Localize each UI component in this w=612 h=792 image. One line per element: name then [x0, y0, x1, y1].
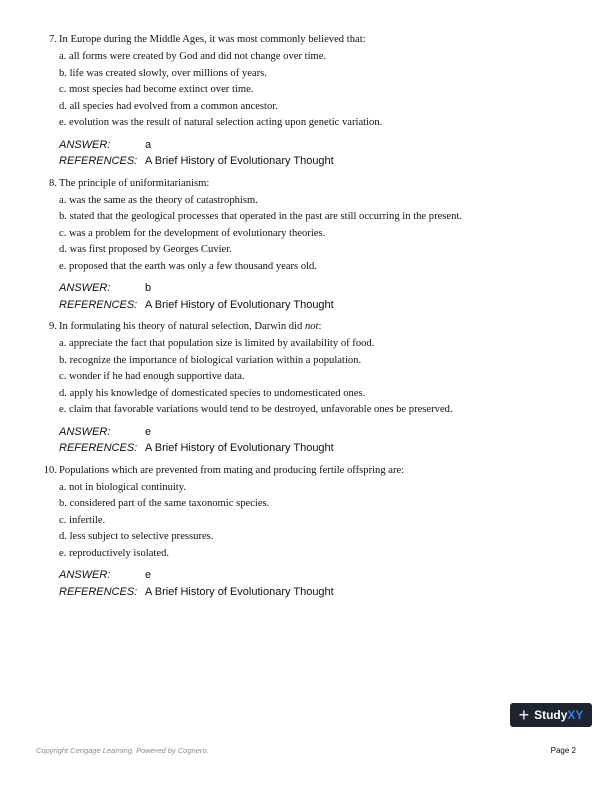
answer-label: ANSWER:	[59, 138, 111, 151]
question-text: In Europe during the Middle Ages, it was most commonly believed that:	[59, 34, 366, 45]
answer-label: ANSWER:	[59, 282, 111, 294]
question-text-emphasis: not	[304, 321, 319, 332]
question-list	[40, 33, 580, 600]
option-b: b. recognize the importance of biological variation within a population.	[59, 354, 362, 366]
option-c: c. most species had become extinct over time.	[59, 84, 254, 95]
plus-icon: +	[518, 705, 530, 725]
references-label: REFERENCES:	[59, 442, 138, 454]
option-e: e. proposed that the earth was only a few thousand years old.	[59, 260, 318, 272]
question-meta	[59, 280, 580, 313]
references-label: REFERENCES:	[59, 298, 138, 311]
references-label: REFERENCES:	[59, 155, 138, 167]
option-b: b. stated that the geological processes that operated in the past are still occurring in the present.	[59, 211, 463, 222]
question-10	[40, 464, 580, 601]
references-row	[59, 440, 580, 457]
references-value: A Brief History of Evolutionary Thought	[145, 298, 334, 311]
question-stem	[40, 33, 580, 47]
option-b: b. life was created slowly, over millions of years.	[59, 67, 267, 79]
answer-value: e	[145, 425, 152, 438]
question-number: 7.	[49, 34, 57, 45]
question-number: 9.	[49, 321, 57, 332]
question-number: 8.	[49, 177, 57, 189]
answer-label: ANSWER:	[59, 569, 111, 581]
answer-row	[59, 280, 580, 297]
page-number: Page 2	[550, 746, 576, 755]
option-list	[40, 336, 580, 419]
copyright-text: Copyright Cengage Learning. Powered by Cognero.	[36, 746, 209, 755]
answer-label: ANSWER:	[59, 425, 111, 438]
references-value: A Brief History of Evolutionary Thought	[145, 442, 334, 454]
question-stem	[40, 320, 580, 334]
references-row	[59, 153, 580, 170]
option-e: e. reproductively isolated.	[59, 547, 170, 559]
option-a: a. not in biological continuity.	[59, 481, 187, 493]
question-text: The principle of uniformitarianism:	[59, 177, 210, 189]
question-stem	[40, 464, 580, 478]
option-a: a. was the same as the theory of catastrophism.	[59, 194, 258, 206]
option-list	[40, 193, 580, 276]
question-8	[40, 177, 580, 314]
option-b: b. considered part of the same taxonomic species.	[59, 498, 270, 509]
answer-row	[59, 424, 580, 441]
question-number: 10.	[43, 464, 57, 476]
brand-name-main: Study	[534, 708, 568, 722]
option-list	[40, 49, 580, 132]
question-7	[40, 33, 580, 170]
question-text-before: In formulating his theory of natural selection, Darwin did	[59, 321, 305, 332]
option-d: d. apply his knowledge of domesticated species to undomesticated ones.	[59, 387, 366, 399]
question-meta	[59, 137, 580, 170]
references-label: REFERENCES:	[59, 585, 138, 598]
option-a: a. appreciate the fact that population size is limited by availability of food.	[59, 338, 375, 349]
option-d: d. all species had evolved from a common ancestor.	[59, 100, 278, 112]
option-d: d. was first proposed by Georges Cuvier.	[59, 244, 232, 255]
question-meta	[59, 424, 580, 457]
question-text	[59, 320, 321, 334]
option-d: d. less subject to selective pressures.	[59, 531, 214, 542]
question-meta	[59, 567, 580, 600]
answer-value: e	[145, 569, 152, 581]
question-stem	[40, 177, 580, 191]
question-9	[40, 320, 580, 457]
answer-value: b	[145, 282, 152, 294]
references-value: A Brief History of Evolutionary Thought	[145, 585, 334, 598]
option-e: e. evolution was the result of natural selection acting upon genetic variation.	[59, 117, 383, 128]
option-c: c. was a problem for the development of evolutionary theories.	[59, 227, 326, 239]
option-a: a. all forms were created by God and did not change over time.	[59, 51, 327, 62]
question-text-after: :	[318, 321, 322, 332]
option-e: e. claim that favorable variations would tend to be destroyed, unfavorable ones be preserved.	[59, 404, 453, 415]
question-text: Populations which are prevented from mating and producing fertile offspring are:	[59, 464, 405, 476]
option-c: c. infertile.	[59, 514, 106, 526]
answer-row	[59, 567, 580, 584]
option-list	[40, 480, 580, 563]
brand-name-accent: XY	[567, 708, 584, 722]
references-value: A Brief History of Evolutionary Thought	[145, 155, 334, 167]
studyxy-logo[interactable]	[510, 703, 592, 727]
answer-value: a	[145, 138, 152, 151]
references-row	[59, 584, 580, 601]
answer-row	[59, 137, 580, 154]
references-row	[59, 297, 580, 314]
option-c: c. wonder if he had enough supportive data.	[59, 371, 245, 382]
